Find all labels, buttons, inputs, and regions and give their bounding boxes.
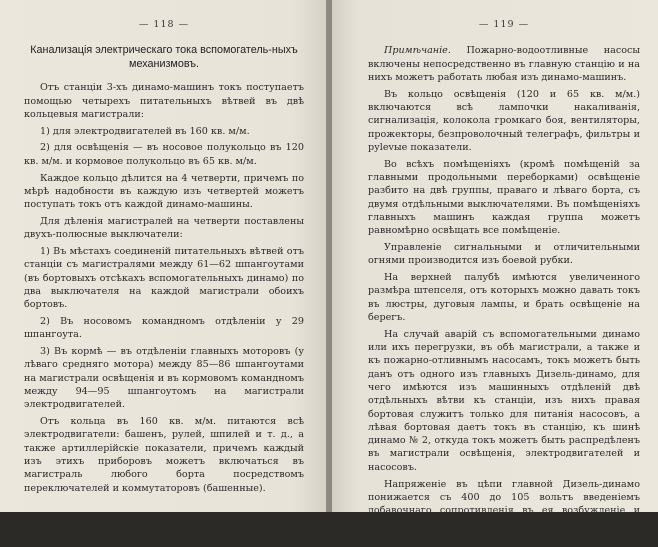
paragraph: Каждое кольцо дѣлится на 4 четверти, причемъ по мѣрѣ надобности въ каждую изъ четвертей можетъ поступать токъ отъ каждой динамо-машины. bbox=[24, 172, 304, 211]
paragraph: 3) Въ кормѣ — въ отдѣленіи главныхъ моторовъ (у лѣваго средняго мотора) между 85—86 шпангоутами на магистрали освѣщенія и въ кормовомъ командномъ между 94—95 шпангоутомъ на магистрали электродвигателей. bbox=[24, 346, 304, 411]
note-label: Примѣчаніе. bbox=[384, 45, 451, 57]
left-page-body bbox=[24, 18, 304, 498]
right-page bbox=[332, 0, 658, 543]
note-paragraph bbox=[368, 44, 640, 84]
paragraph: Напряженіе въ цѣпи главной Дизель-динамо понижается съ 400 до 105 вольтъ введеніемъ добавочнаго сопротивленія въ ея возбужденіе и регулируется реостатомъ при станціи главныхъ динамо. bbox=[368, 478, 640, 543]
paragraph: Отъ кольца въ 160 кв. м/м. питаются всѣ электродвигатели: башенъ, рулей, шпилей и т. д., а также артиллерійскіе показатели, причемъ каждый изъ этихъ приборовъ можетъ включаться въ магистраль любого борта посредствомъ переключателей и коммутаторовъ (башенные). bbox=[24, 416, 304, 494]
paragraph: 1) для электродвигателей въ 160 кв. м/м. bbox=[40, 125, 250, 137]
paragraph: Управленіе сигнальными и отличительными огнями производится изъ боевой рубки. bbox=[368, 241, 640, 267]
page-number: — 118 — bbox=[138, 19, 190, 30]
paragraph: Для дѣленія магистралей на четверти поставлены двухъ-полюсные выключатели: bbox=[24, 215, 304, 241]
paragraph: Въ кольцо освѣщенія (120 и 65 кв. м/м.) включаются всѣ лампочки накаливанія, сигнализація, колокола громкаго боя, вентиляторы, прожекторы, безпроволочный телеграфъ, фильтры и руlevые показатели. bbox=[368, 88, 640, 153]
note-text: Пожарно-водоотливные насосы включены непосредственно въ главную станцію и на нихъ можетъ работать любая изъ динамо-машинъ. bbox=[368, 45, 640, 83]
paragraph: 1) Въ мѣстахъ соединеній питательныхъ вѣтвей отъ станціи съ магистралями между 61—62 шпангоутами (въ бортовыхъ отсѣкахъ вспомогательныхъ динамо) по два выключателя на каждой магистрали обоихъ бортовъ. bbox=[24, 246, 304, 311]
right-page-body bbox=[368, 18, 640, 547]
paragraph: 2) Въ носовомъ командномъ отдѣленіи у 29 шпангоута. bbox=[24, 316, 304, 341]
left-page bbox=[0, 0, 326, 512]
paragraph: На верхней палубѣ имѣются увеличенного размѣра штепселя, отъ которыхъ можно давать токъ въ люстры, дуговыя лампы, и брать освѣщеніе на берегъ. bbox=[368, 272, 640, 323]
paragraph: 2) для освѣщенія — въ носовое полукольцо въ 120 кв. м/м. и кормовое полукольцо въ 65 кв. м/м. bbox=[24, 142, 304, 167]
page-number: — 119 — bbox=[478, 19, 530, 30]
section-heading: Канализація электрическаго тока вспомогатель-ныхъ механизмовъ. bbox=[30, 44, 298, 70]
paragraph: На случай аварій съ вспомогательными динамо или ихъ перегрузки, въ обѣ магистрали, а также и къ пожарно-отливнымъ насосамъ, токъ можетъ быть данъ отъ одного изъ главныхъ Дизель-динамо, для чего имѣются изъ машинныхъ отдѣленій двѣ отдѣльныхъ вѣтви къ станціи, изъ нихъ правая бортовая служитъ только для питанія насосовъ, а лѣвая бортовая даетъ токъ въ станцію, къ шинѣ динамо № 2, откуда токъ можетъ быть распредѣленъ въ магистрали освѣщенія, электродвигателей и насосовъ. bbox=[368, 328, 640, 473]
paragraph: Отъ станціи 3-хъ динамо-машинъ токъ поступаетъ помощью четырехъ питательныхъ вѣтвей въ двѣ кольцевыя магистрали: bbox=[24, 82, 304, 120]
paragraph: Во всѣхъ помѣщеніяхъ (кромѣ помѣщеній за главными продольными переборками) освѣщеніе разбито на двѣ группы, праваго и лѣваго борта, съ двумя отдѣльными выключателями. Въ помѣщеніяхъ главныхъ машинъ каждая группа можетъ равномѣрно освѣщать все помѣщеніе. bbox=[368, 158, 640, 237]
